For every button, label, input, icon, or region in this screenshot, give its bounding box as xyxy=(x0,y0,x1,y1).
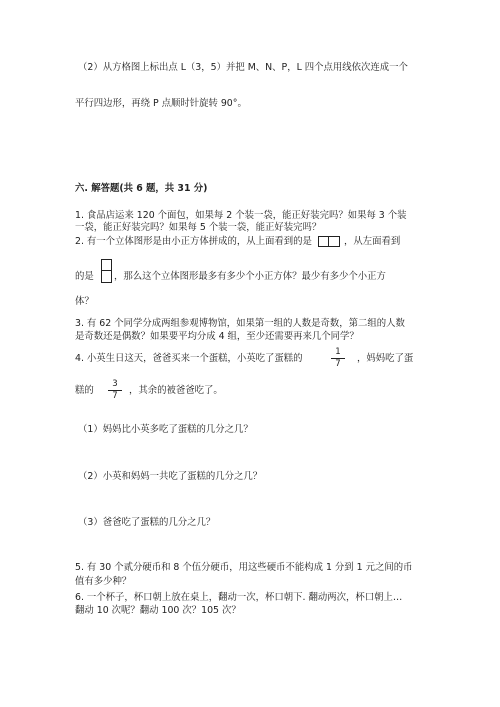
fraction-denominator: 7 xyxy=(112,391,118,401)
fraction-one-seventh xyxy=(331,348,345,369)
q3-line2: 是奇数还是偶数？如果要平均分成 4 组，至少还需要再来几个同学？ xyxy=(75,331,359,342)
fraction-three-sevenths xyxy=(108,380,122,401)
q4-line1-text-b: ，妈妈吃了蛋 xyxy=(357,353,414,364)
q2-line1-text-a: 2. 有一个立体图形是由小正方体拼成的，从上面看到的是 xyxy=(75,236,312,247)
left-view-figure xyxy=(101,259,112,283)
q4-sub3: （3）爸爸吃了蛋糕的几分之几？ xyxy=(78,517,216,528)
q1-line2: 一袋，能正好装完吗？如果每 5 个装一袋，能正好装完吗？ xyxy=(75,222,322,233)
q2-text-line2: 平行四边形，再绕 P 点顺时针旋转 90°。 xyxy=(75,98,247,109)
q4-line2-text-a: 糕的 xyxy=(75,385,94,396)
q2-line1-text-b: ，从左面看到 xyxy=(343,236,401,247)
q4-line1-text-a: 4. 小英生日这天，爸爸买来一个蛋糕，小英吃了蛋糕的 xyxy=(75,353,303,364)
q6-line1: 6. 一个杯子，杯口朝上放在桌上，翻动一次，杯口朝下. 翻动两次，杯口朝上… xyxy=(75,592,403,603)
top-view-figure xyxy=(318,235,340,248)
q4-sub2: （2）小英和妈妈一共吃了蛋糕的几分之几？ xyxy=(78,471,263,482)
q5-line1: 5. 有 30 个贰分硬币和 8 个伍分硬币，用这些硬币不能构成 1 分到 1 元之间的币 xyxy=(75,562,413,573)
q5-line2: 值有多少种？ xyxy=(75,576,132,587)
q1-line1: 1. 食品店运来 120 个面包，如果每 2 个装一袋，能正好装完吗？如果每 3 个装 xyxy=(75,210,407,221)
q2-line1 xyxy=(75,235,400,248)
q2-text-line1: （2）从方格图上标出点 L（3，5）并把 M、N、P，L 四个点用线依次连成一个 xyxy=(78,62,408,73)
section-heading: 六. 解答题(共 6 题，共 31 分) xyxy=(75,183,208,194)
fraction-numerator: 3 xyxy=(108,380,122,391)
q3-line1: 3. 有 62 个同学分成两组参观博物馆，如果第一组的人数是奇数，第二组的人数 xyxy=(75,318,405,329)
q2-line2-text-b: ，那么这个立体图形最多有多少个小正方体？最少有多少个小正方 xyxy=(114,271,386,282)
fraction-numerator: 1 xyxy=(331,348,345,359)
q2-line2-text-a: 的是 xyxy=(75,271,94,282)
q4-sub1: （1）妈妈比小英多吃了蛋糕的几分之几？ xyxy=(78,424,253,435)
q2-line3: 体？ xyxy=(75,296,94,307)
q6-line2: 翻动 10 次呢？翻动 100 次？105 次？ xyxy=(75,605,241,616)
q4-line2-text-b: ，其余的被爸爸吃了。 xyxy=(129,385,223,396)
fraction-denominator: 7 xyxy=(335,359,341,369)
